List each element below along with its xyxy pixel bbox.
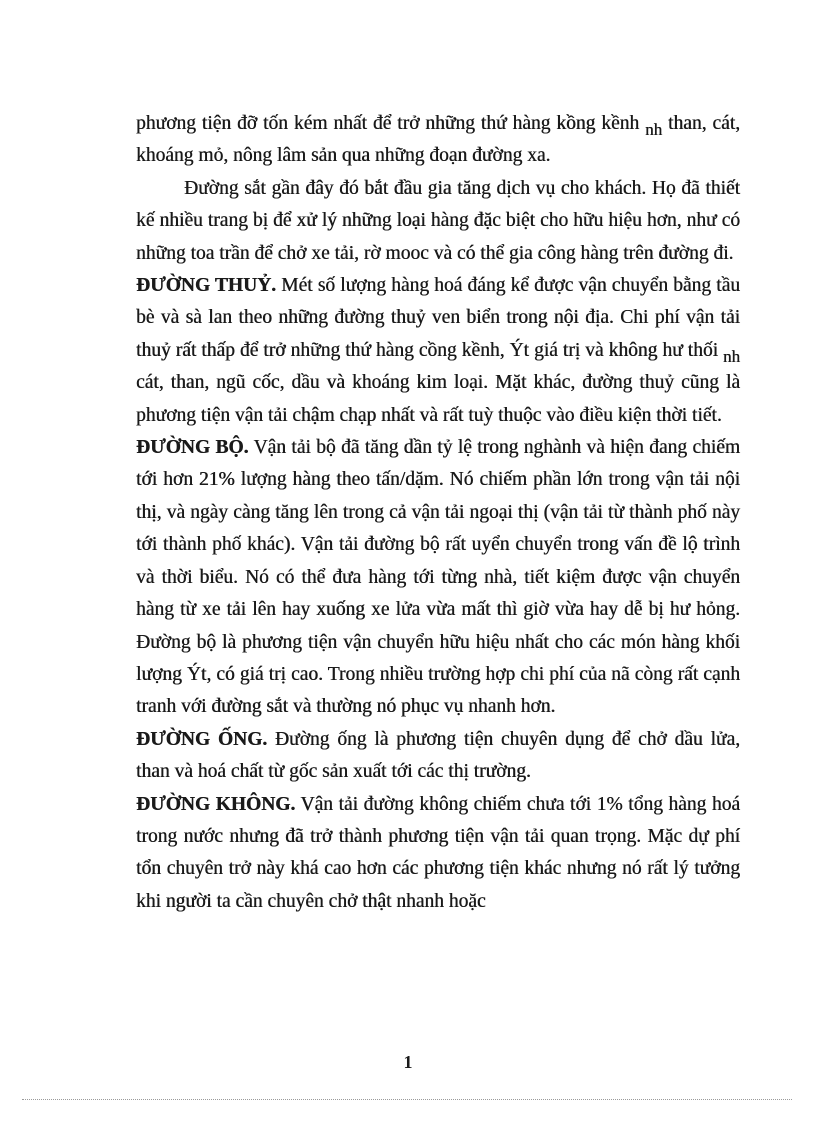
paragraph-2: Đường sắt gần đây đó bắt đầu gia tăng dịch vụ cho khách. Họ đã thiết kế nhiều trang bị để xử lý những loại hàng đặc biệt cho hữu hiệu hơn, như có những toa trần để chở xe tải, rờ mooc và có thể gia công hàng trên đường đi. <box>136 177 740 264</box>
section-heading-waterway: ĐƯỜNG THUỶ. <box>136 275 277 297</box>
page-bottom-divider <box>22 1099 792 1100</box>
paragraph-4: ĐƯỜNG BỘ. Vận tải bộ đã tăng dần tỷ lệ trong nghành và hiện đang chiếm tới hơn 21% lượng hàng theo tấn/dặm. Nó chiếm phần lớn trong vận tải nội thị, và ngày càng tăng lên trong cả vận tải ngoại thị (vận tải từ thành phố này tới thành phố khác). Vận tải đường bộ rất uyển chuyển trong vấn đề lộ trình và thời biểu. Nó có thể đưa hàng tới từng nhà, tiết kiệm được vận chuyển hàng từ xe tải lên hay xuống xe lửa vừa mất thì giờ vừa hay dễ bị hư hỏng. Đường bộ là phương tiện vận chuyển hữu hiệu nhất cho các món hàng khối lượng Ýt, có giá trị cao. Trong nhiều trường hợp chi phí của nã còng rất cạnh tranh với đường sắt và thường nó phục vụ nhanh hơn. <box>136 437 741 718</box>
paragraph-6: ĐƯỜNG KHÔNG. Vận tải đường không chiếm chưa tới 1% tổng hàng hoá trong nước nhưng đã trở thành phương tiện vận tải quan trọng. Mặc dự phí tổn chuyên trở này khá cao hơn các phương tiện khác nhưng nó rất lý tưởng khi người ta cần chuyên chở thật nhanh hoặc <box>136 793 740 912</box>
paragraph-1: phương tiện đỡ tốn kém nhất để trở những thứ hàng kồng kềnh nh than, cát, khoáng mỏ, nông lâm sản qua những đoạn đường xa. <box>136 113 740 167</box>
page-number: 1 <box>403 1052 413 1072</box>
paragraph-3: ĐƯỜNG THUỶ. Mét số lượng hàng hoá đáng kể được vận chuyển bằng tầu bè và sà lan theo những đường thuỷ ven biển trong nội địa. Chi phí vận tải thuỷ rất thấp để trở những thứ hàng cồng kềnh, Ýt giá trị và không hư thối nh cát, than, ngũ cốc, dầu và khoáng kim loại. Mặt khác, đường thuỷ cũng là phương tiện vận tải chậm chạp nhất và rất tuỳ thuộc vào điều kiện thời tiết. <box>136 275 740 426</box>
subscript-fragment: nh <box>645 120 663 139</box>
subscript-fragment: nh <box>723 346 740 366</box>
section-heading-air: ĐƯỜNG KHÔNG. <box>136 793 296 815</box>
section-heading-pipeline: ĐƯỜNG ỐNG. <box>136 728 268 750</box>
section-heading-road: ĐƯỜNG BỘ. <box>136 437 249 459</box>
body-text <box>136 108 740 918</box>
paragraph-5: ĐƯỜNG ỐNG. Đường ống là phương tiện chuyên dụng để chở dầu lửa, than và hoá chất từ gốc sản xuất tới các thị trường. <box>136 728 740 783</box>
